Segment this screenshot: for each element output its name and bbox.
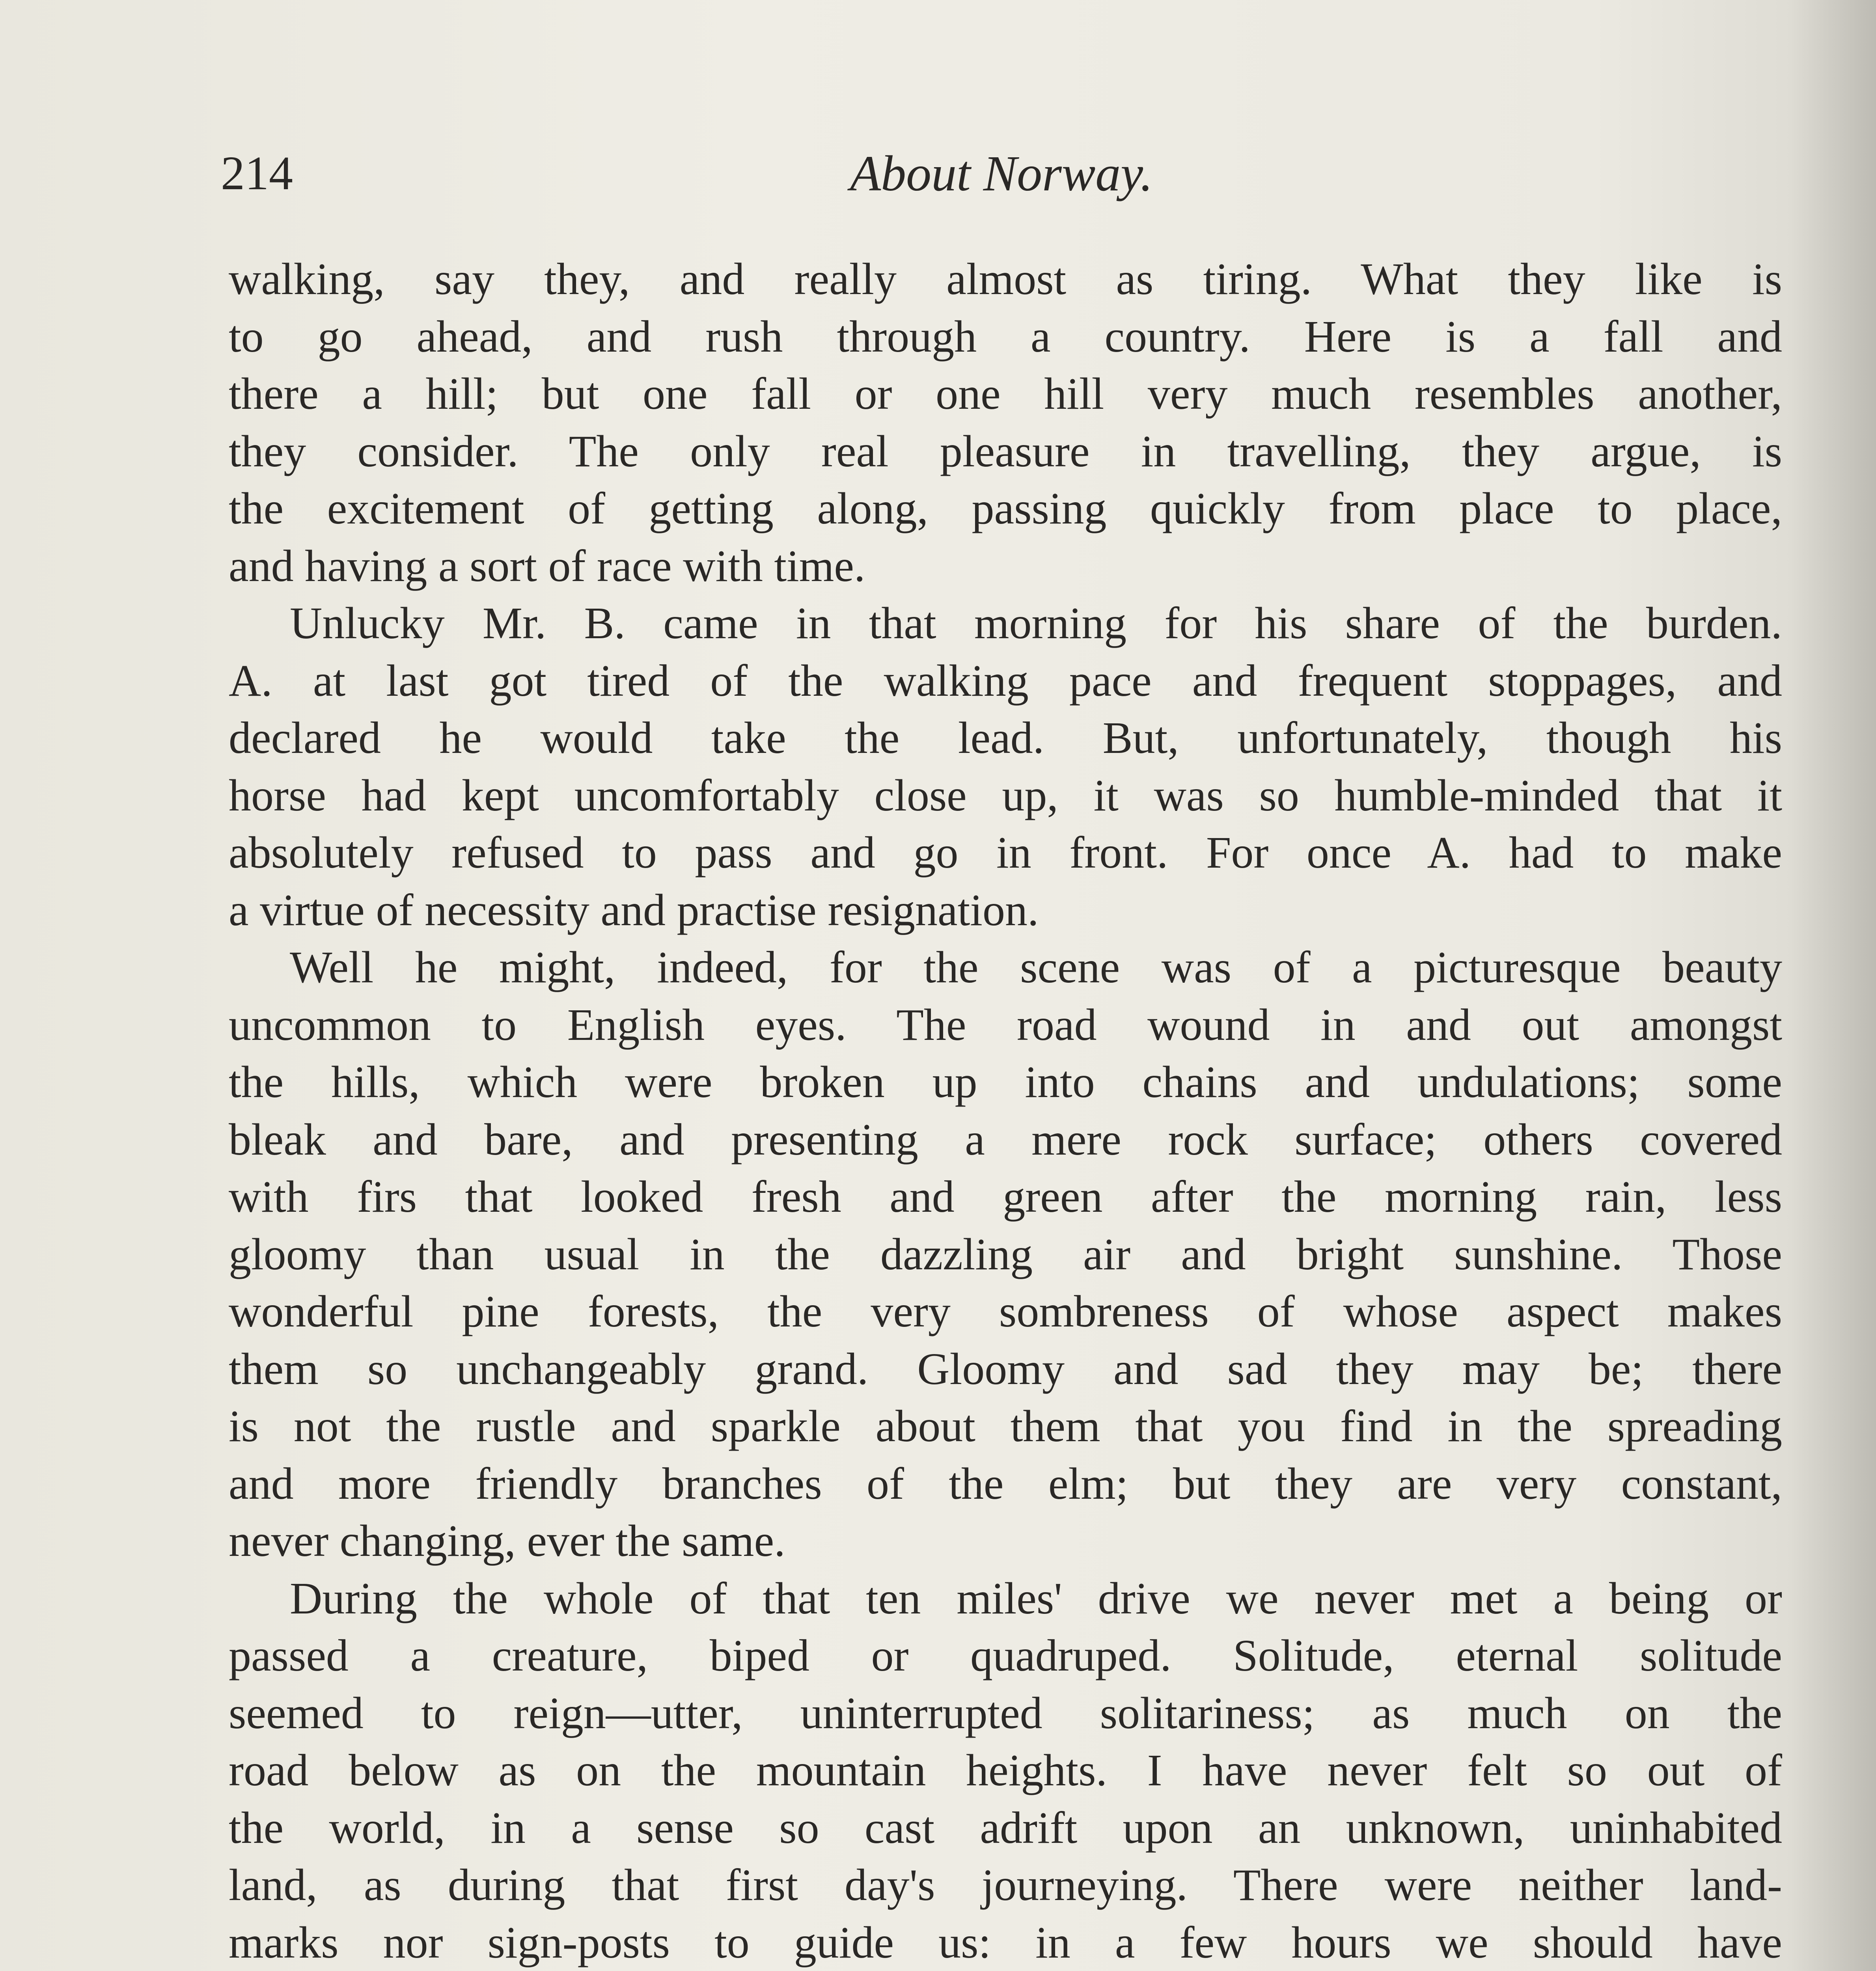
text-line: marks nor sign-posts to guide us: in a few hours we should have — [229, 1917, 1782, 1967]
text-line: land, as during that first day's journeying. There were neither land- — [229, 1860, 1782, 1910]
text-line: the excitement of getting along, passing quickly from place to place, — [229, 483, 1782, 533]
running-title: About Norway. — [850, 145, 1153, 201]
text-line: with firs that looked fresh and green after the morning rain, less — [229, 1172, 1782, 1222]
text-line: gloomy than usual in the dazzling air and bright sunshine. Those — [229, 1229, 1782, 1279]
text-line: the world, in a sense so cast adrift upon an unknown, uninhabited — [229, 1802, 1782, 1853]
text-line: uncommon to English eyes. The road wound in and out amongst — [229, 999, 1782, 1050]
page-edge-shadow — [1789, 0, 1876, 1971]
text-line: them so unchangeably grand. Gloomy and sad they may be; there — [229, 1343, 1782, 1394]
text-line: passed a creature, biped or quadruped. Solitude, eternal solitude — [229, 1630, 1782, 1680]
body-text — [229, 250, 1782, 1971]
text-line: is not the rustle and sparkle about them that you find in the spreading — [229, 1401, 1782, 1451]
text-line: they consider. The only real pleasure in travelling, they argue, is — [229, 426, 1782, 476]
text-line: A. at last got tired of the walking pace and frequent stoppages, and — [229, 655, 1782, 706]
text-line: and more friendly branches of the elm; but they are very constant, — [229, 1458, 1782, 1509]
text-line: road below as on the mountain heights. I have never felt so out of — [229, 1745, 1782, 1795]
text-line: and having a sort of race with time. — [229, 540, 865, 591]
text-line: absolutely refused to pass and go in front. For once A. had to make — [229, 827, 1782, 877]
text-line: never changing, ever the same. — [229, 1516, 785, 1566]
text-line: Unlucky Mr. B. came in that morning for his share of the burden. — [290, 598, 1782, 648]
text-line: seemed to reign—utter, uninterrupted solitariness; as much on the — [229, 1688, 1782, 1738]
text-line: the hills, which were broken up into chains and undulations; some — [229, 1057, 1782, 1107]
page-header — [221, 134, 1782, 213]
text-line: Well he might, indeed, for the scene was of a picturesque beauty — [290, 942, 1782, 992]
text-line: bleak and bare, and presenting a mere rock surface; others covered — [229, 1114, 1782, 1164]
text-line: a virtue of necessity and practise resignation. — [229, 885, 1039, 935]
page-number: 214 — [221, 147, 293, 200]
text-line: horse had kept uncomfortably close up, it was so humble-minded that it — [229, 770, 1782, 820]
text-line: walking, say they, and really almost as tiring. What they like is — [229, 254, 1782, 304]
text-line: there a hill; but one fall or one hill very much resembles another, — [229, 369, 1782, 419]
text-line: During the whole of that ten miles' drive we never met a being or — [290, 1573, 1782, 1623]
text-line: declared he would take the lead. But, unfortunately, though his — [229, 713, 1782, 763]
text-line: wonderful pine forests, the very sombreness of whose aspect makes — [229, 1286, 1782, 1336]
text-line: to go ahead, and rush through a country. Here is a fall and — [229, 311, 1782, 361]
